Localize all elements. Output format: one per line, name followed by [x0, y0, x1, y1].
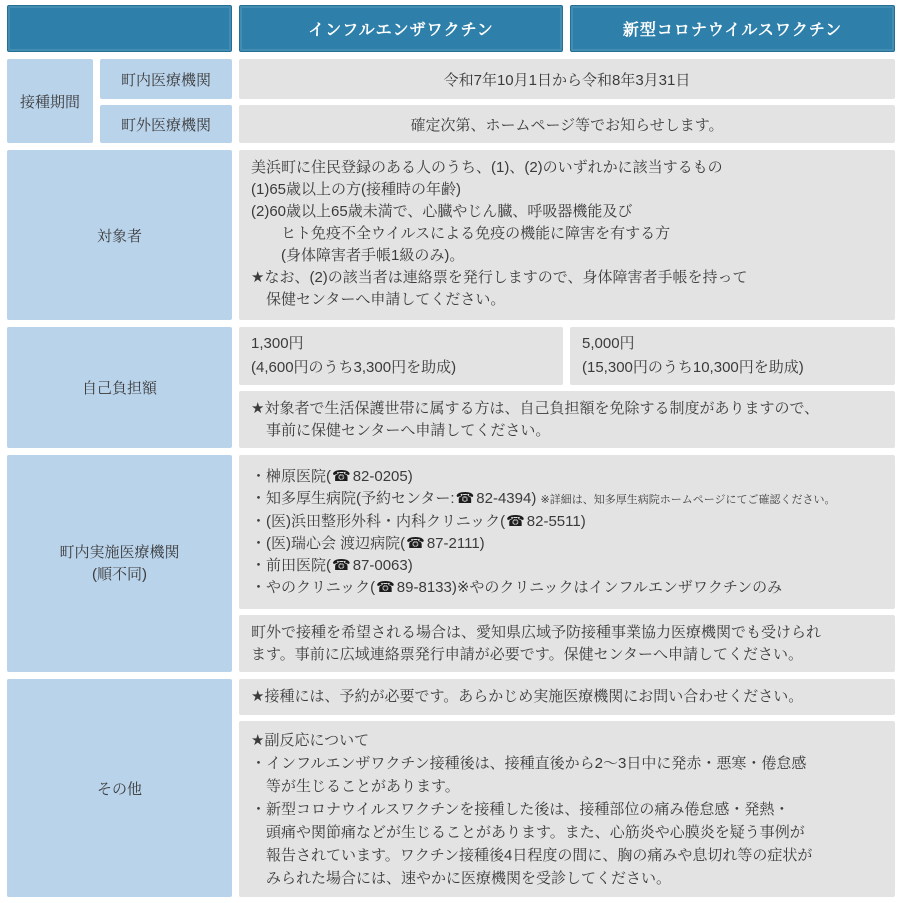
row-clinics: [7, 455, 895, 672]
target-line: (1)65歳以上の方(接種時の年齢): [251, 181, 462, 198]
row-period: [7, 59, 895, 143]
outside-note-line: 町外で接種を希望される場合は、愛知県広域予防接種事業協力医療機関でも受けられ: [251, 623, 822, 641]
clinics-list-cell: [239, 455, 895, 609]
header-row: [7, 5, 895, 52]
phone-icon: ☎: [506, 512, 525, 530]
outside-note-line: ます。事前に広域連絡票発行申請が必要です。保健センターへ申請してください。: [251, 645, 804, 663]
clinic-line: [251, 555, 883, 577]
clinics-label-line1: 町内実施医療機関: [59, 543, 180, 561]
clinic-small-note: ※詳細は、知多厚生病院ホームページにてご確認ください。: [540, 493, 836, 506]
phone-icon: ☎: [332, 556, 351, 574]
clinic-phone-number: 82-0205: [352, 467, 408, 485]
clinic-phone-number: 82-4394: [476, 489, 532, 507]
period-label: 接種期間: [7, 59, 93, 143]
clinic-paren-close: ): [531, 489, 541, 507]
target-line: ヒト免疫不全ウイルスによる免疫の機能に障害を有する方: [251, 225, 671, 242]
clinic-phone-number: 87-0063: [352, 556, 408, 574]
cost-note-line: ★対象者で生活保護世帯に属する方は、自己負担額を免除する制度がありますので、: [251, 399, 820, 417]
side-effect-line: ・新型コロナウイルスワクチンを接種した後は、接種部位の痛み倦怠感・発熱・: [251, 800, 790, 818]
phone-icon: ☎: [406, 534, 425, 552]
clinics-label-line2: (順不同): [92, 565, 147, 583]
clinic-line: [251, 488, 883, 511]
side-effect-line: ★副反応について: [251, 731, 370, 749]
target-line: (身体障害者手帳1級のみ)。: [251, 247, 465, 264]
clinic-paren-close: ): [407, 467, 413, 485]
header-empty-cell: [7, 5, 232, 52]
period-sub2-label: 町外医療機関: [100, 105, 232, 143]
reservation-note-line: ★接種には、予約が必要です。あらかじめ実施医療機関にお問い合わせください。: [251, 688, 804, 705]
cost-label: 自己負担額: [7, 327, 232, 448]
row-cost: [7, 327, 895, 448]
header-influenza: インフルエンザワクチン: [239, 5, 563, 52]
cost-covid-subsidy: (15,300円のうち10,300円を助成): [582, 359, 804, 376]
other-label: その他: [7, 679, 232, 897]
side-effect-line: 等が生じることがあります。: [251, 777, 460, 795]
cost-flu-amount: 1,300円: [251, 335, 304, 352]
phone-icon: ☎: [332, 467, 351, 485]
clinic-paren-close: ): [407, 556, 413, 574]
side-effect-line: みられた場合には、速やかに医療機関を受診してください。: [251, 869, 672, 887]
side-effect-line: ・インフルエンザワクチン接種後は、接種直後から2〜3日中に発赤・悪寒・倦怠感: [251, 754, 807, 772]
cost-flu-cell: [239, 327, 563, 385]
clinic-name: ・榊原医院(: [251, 467, 331, 485]
clinic-line: [251, 466, 883, 488]
target-cell: [239, 150, 895, 320]
clinic-line: [251, 577, 883, 599]
clinic-phone-number: 89-8133: [396, 578, 452, 596]
clinic-name: ・(医)浜田整形外科・内科クリニック(: [251, 512, 506, 530]
side-effect-line: 報告されています。ワクチン接種後4日程度の間に、胸の痛みや息切れ等の症状が: [251, 846, 813, 864]
clinics-outside-note: [239, 615, 895, 672]
cost-covid-cell: [570, 327, 895, 385]
clinic-line: [251, 533, 883, 555]
clinic-line: [251, 511, 883, 533]
clinic-phone-number: 87-2111: [426, 534, 480, 552]
cost-fee-row: [239, 327, 895, 385]
period-subrow-in-town: [100, 59, 895, 99]
target-line: (2)60歳以上65歳未満で、心臓やじん臓、呼吸器機能及び: [251, 203, 633, 220]
clinic-name: ・(医)瑞心会 渡辺病院(: [251, 534, 406, 552]
period-sub1-value: 令和7年10月1日から令和8年3月31日: [239, 59, 895, 99]
row-target: [7, 150, 895, 320]
period-subrow-out-of-town: [100, 105, 895, 143]
row-other: [7, 679, 895, 897]
target-label: 対象者: [7, 150, 232, 320]
clinic-name: ・前田医院(: [251, 556, 331, 574]
cost-covid-amount: 5,000円: [582, 335, 635, 352]
side-effect-line: 頭痛や関節痛などが生じることがあります。また、心筋炎や心膜炎を疑う事例が: [251, 823, 805, 841]
clinic-phone-number: 82-5511: [526, 512, 581, 530]
clinics-label: [7, 455, 232, 672]
other-reservation-note: [239, 679, 895, 715]
target-line: 美浜町に住民登録のある人のうち、(1)、(2)のいずれかに該当するもの: [251, 159, 723, 176]
cost-note-line: 事前に保健センターへ申請してください。: [251, 421, 551, 439]
clinic-paren-close: ): [580, 512, 586, 530]
cost-exemption-note: [239, 391, 895, 448]
cost-flu-subsidy: (4,600円のうち3,300円を助成): [251, 359, 457, 376]
clinic-note: ※やのクリニックはインフルエンザワクチンのみ: [456, 578, 783, 596]
clinic-name: ・やのクリニック(: [251, 578, 376, 596]
period-sub2-value: 確定次第、ホームページ等でお知らせします。: [239, 105, 895, 143]
target-line: 保健センターへ申請してください。: [251, 291, 506, 308]
target-line: ★なお、(2)の該当者は連絡票を発行しますので、身体障害者手帳を持って: [251, 269, 748, 286]
clinic-paren-close: ): [451, 578, 457, 596]
header-covid: 新型コロナウイルスワクチン: [570, 5, 895, 52]
clinic-name: ・知多厚生病院(予約センター:: [251, 489, 455, 507]
period-sub1-label: 町内医療機関: [100, 59, 232, 99]
phone-icon: ☎: [376, 578, 395, 596]
phone-icon: ☎: [455, 489, 475, 507]
clinic-paren-close: ): [479, 534, 485, 552]
other-side-effects-cell: [239, 721, 895, 897]
